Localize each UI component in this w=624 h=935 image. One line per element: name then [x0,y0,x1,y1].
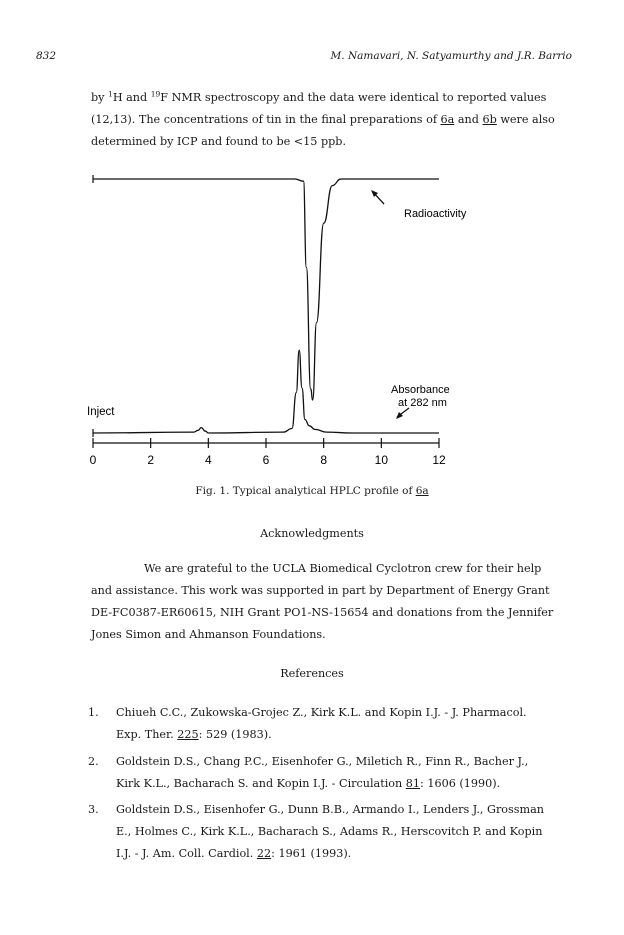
text-run: and [454,113,483,126]
caption-text: Fig. 1. Typical analytical HPLC profile of [195,485,416,497]
ack-line-2: and assistance. This work was supported in part by Department of Energy Grant [91,584,550,597]
superscript: 1 [108,89,113,99]
caption-compound-ref: 6a [415,485,429,497]
text-run: : 529 (1983). [198,728,272,741]
intro-line-3: determined by ICP and found to be <15 ppb. [91,135,347,148]
ack-heading: Acknowledgments [260,527,364,540]
intro-line-2 [91,109,571,131]
text-run: were also [496,113,555,126]
reference-item [88,799,578,869]
reference-line: Goldstein D.S., Eisenhofer G., Dunn B.B., Armando I., Lenders J., Grossman [116,803,545,816]
text-run: Exp. Ther. [116,728,178,741]
page-number: 832 [36,50,57,62]
compound-ref: 6a [440,113,455,126]
running-header-authors: M. Namavari, N. Satyamurthy and J.R. Barrio [330,50,572,62]
series-line-radioactivity [93,179,439,400]
references-heading: References [280,667,344,680]
caption-line [0,485,624,497]
reference-number: 1. [88,706,99,719]
x-tick-label: 4 [204,453,212,467]
annotation-absorbance-line1: Absorbance [391,384,450,396]
annotation-radioactivity: Radioactivity [404,208,467,220]
text-run: by [91,91,109,104]
annotation-inject: Inject [87,406,115,418]
compound-ref: 6b [482,113,497,126]
text-run: Kirk K.L., Bacharach S. and Kopin I.J. - Circulation [116,777,406,790]
reference-number: 2. [88,755,99,768]
ack-line-4: Jones Simon and Ahmanson Foundations. [91,628,326,641]
x-tick-label: 2 [147,453,155,467]
figure-caption [0,485,624,497]
volume-number: 225 [177,728,199,741]
intro-paragraph [91,87,571,153]
text-run: H and [112,91,151,104]
text-run: I.J. - J. Am. Coll. Cardiol. [116,847,257,860]
text-run: : 1961 (1993). [271,847,352,860]
reference-line [116,724,578,746]
text-run: (12,13). The concentrations of tin in the final preparations of [91,113,441,126]
ack-paragraph [91,558,571,646]
volume-number: 22 [256,847,272,860]
reference-item [88,702,578,752]
intro-line-1 [91,87,571,109]
reference-line: E., Holmes C., Kirk K.L., Bacharach S., Adams R., Herscovitch P. and Kopin [116,825,543,838]
reference-line: Goldstein D.S., Chang P.C., Eisenhofer G., Miletich R., Finn R., Bacher J., [116,755,529,768]
x-tick-label: 6 [262,453,270,467]
reference-line [116,773,578,795]
volume-number: 81 [405,777,421,790]
reference-line: Chiueh C.C., Zukowska-Grojec Z., Kirk K.L. and Kopin I.J. - J. Pharmacol. [116,706,527,719]
x-tick-label: 0 [89,453,97,467]
reference-line [116,843,578,865]
superscript: 19 [150,89,161,99]
ack-line-1: We are grateful to the UCLA Biomedical Cyclotron crew for their help [144,562,542,575]
ack-line-3: DE-FC0387-ER60615, NIH Grant PO1-NS-15654 and donations from the Jennifer [91,606,554,619]
x-tick-label: 10 [374,453,389,467]
reference-number: 3. [88,803,99,816]
x-tick-label: 8 [320,453,328,467]
annotation-absorbance-line2: at 282 nm [398,397,447,409]
hplc-chart [0,160,624,480]
text-run: : 1606 (1990). [420,777,501,790]
x-tick-label: 12 [432,453,446,467]
series-line-absorbance [93,350,439,433]
reference-item [88,751,578,801]
text-run: F NMR spectroscopy and the data were identical to reported values [160,91,547,104]
